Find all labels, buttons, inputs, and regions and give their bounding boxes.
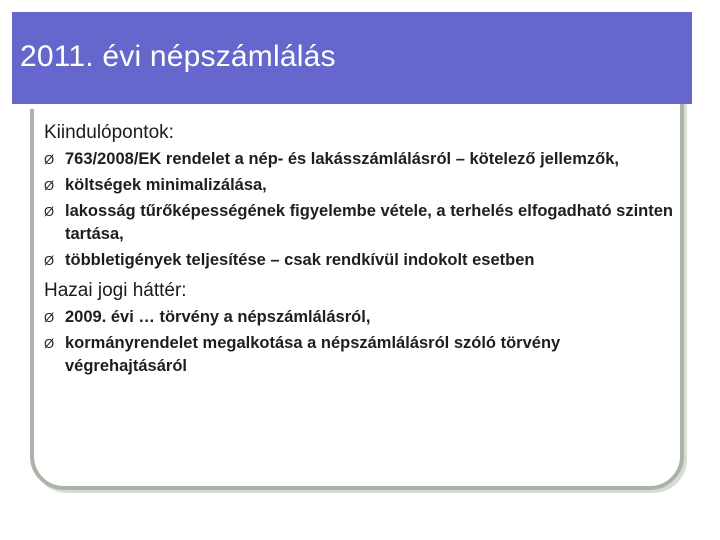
list-item: [44, 174, 684, 197]
slide-body: [44, 120, 684, 381]
section-heading: Hazai jogi háttér:: [44, 280, 187, 301]
section-heading: Kiindulópontok:: [44, 122, 174, 143]
list-item-text: 2009. évi … törvény a népszámlálásról,: [65, 308, 371, 326]
list-item-text: kormányrendelet megalkotása a népszámlálásról szóló törvény végrehajtásáról: [65, 334, 561, 375]
arrowhead-bullet-icon: Ø: [44, 253, 55, 268]
list-item-text: többletigények teljesítése – csak rendkívül indokolt esetben: [65, 251, 535, 269]
title-bar: [12, 12, 692, 104]
arrowhead-bullet-icon: Ø: [44, 336, 55, 351]
list-item-text: költségek minimalizálása,: [65, 176, 267, 194]
arrowhead-bullet-icon: Ø: [44, 310, 55, 325]
title-underline: [12, 104, 648, 109]
section-starting-points: [44, 120, 684, 272]
arrowhead-bullet-icon: Ø: [44, 204, 55, 219]
arrowhead-bullet-icon: Ø: [44, 152, 55, 167]
list-item-text: lakosság tűrőképességének figyelembe vétele, a terhelés elfogadható szinten tartása,: [65, 202, 673, 243]
list-item: [44, 200, 684, 246]
list-item: [44, 332, 684, 378]
list-item: [44, 249, 684, 272]
bullet-list: [44, 148, 684, 272]
bullet-list: [44, 306, 684, 378]
list-item: [44, 306, 684, 329]
section-legal-background: [44, 278, 684, 378]
slide-title: 2011. évi népszámlálás: [20, 40, 336, 73]
list-item: [44, 148, 684, 171]
arrowhead-bullet-icon: Ø: [44, 178, 55, 193]
list-item-text: 763/2008/EK rendelet a nép- és lakásszámlálásról – kötelező jellemzők,: [65, 150, 619, 168]
